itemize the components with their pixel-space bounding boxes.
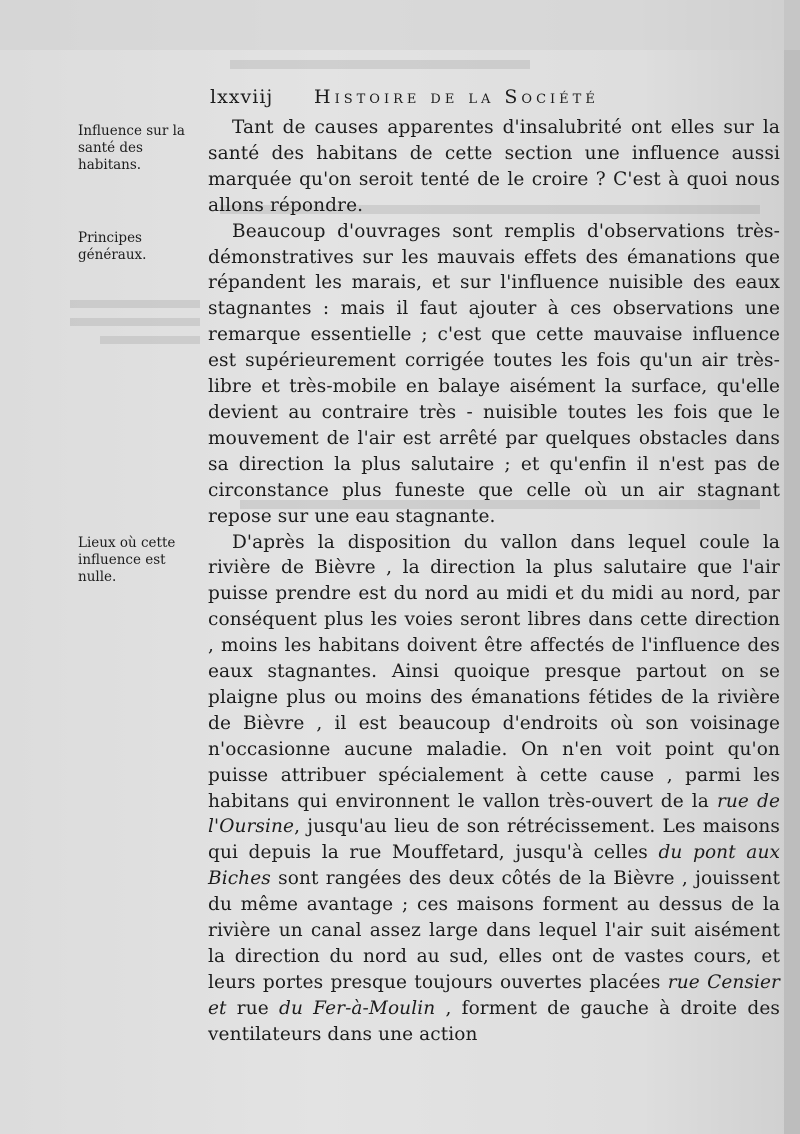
body-text xyxy=(208,115,780,1048)
page-header xyxy=(210,86,780,112)
paragraph-text: D'après la disposition du vallon dans lequel coule la rivière de Bièvre , la direction la plus salutaire que l'air puisse prendre est du nord au midi et du midi au nord, par conséquent plus les voies seront libres dans cette direction , moins les habitans doivent être affectés de l'influence des eaux stagnantes. Ainsi quoique presque partout on se plaigne plus ou moins des émanations fétides de la rivière de Bièvre , il est beaucoup d'endroits où son voisinage n'occasionne aucune maladie. On n'en voit point qu'on puisse attribuer spécialement à cette cause , parmi les habitans qui environnent le vallon très-ouvert de la xyxy=(208,531,780,812)
margin-notes xyxy=(0,0,205,1134)
paragraph-3 xyxy=(208,530,780,1048)
paragraph-2 xyxy=(208,219,780,530)
street-name-italic: rue de l'Oursine xyxy=(208,790,780,838)
paragraph-text: Tant de causes apparentes d'insalubrité ont elles sur la santé des habitans de cette section une influence aussi marquée qu'on seroit tenté de le croire ? C'est à quoi nous allons répondre. xyxy=(208,117,780,216)
street-name-italic: rue Censier et xyxy=(208,971,780,1019)
page-number: lxxviij xyxy=(210,86,274,108)
margin-note-lieux: Lieux où cette influence est nulle. xyxy=(78,535,176,585)
paragraph-text: , forment de gauche à droite des ventilateurs dans une action xyxy=(208,997,781,1045)
margin-note-principes: Principes généraux. xyxy=(78,230,147,263)
paragraph-text: , jusqu'au lieu de son rétrécissement. Les maisons qui depuis la rue Mouffetard, jusqu'à celles xyxy=(208,816,780,864)
margin-note-influence: Influence sur la santé des habitans. xyxy=(78,123,185,173)
street-name-italic: du pont aux Biches xyxy=(208,842,780,890)
paragraph-text: rue xyxy=(226,997,279,1019)
paragraph-text: sont rangées des deux côtés de la Bièvre , jouissent du même avantage ; ces maisons forment au dessus de la rivière un canal assez large dans lequel l'air suit aisément la direction du nord au sud, elles ont de vastes cours, et leurs portes presque toujours ouvertes placées xyxy=(208,868,780,993)
paragraph-text: Beaucoup d'ouvrages sont remplis d'observations très-démonstratives sur les mauvais effets des émanations que répandent les marais, et sur l'influence nuisible des eaux stagnantes : mais il faut ajouter à ces observations une remarque essentielle ; c'est que cette mauvaise influence est supérieurement corrigée toutes les fois qu'un air très-libre et très-mobile en balaye aisément la surface, qu'elle devient au contraire très - nuisible toutes les fois que le mouvement de l'air est arrêté par quelques obstacles dans sa direction la plus salutaire ; et qu'enfin il n'est pas de circonstance plus funeste que celle où un air stagnant repose sur une eau stagnante. xyxy=(208,220,780,527)
street-name-italic: du Fer-à-Moulin xyxy=(279,997,436,1019)
page-edge-shadow xyxy=(784,0,800,1134)
paragraph-1 xyxy=(208,115,780,219)
running-title: Histoire de la Société xyxy=(314,86,599,108)
